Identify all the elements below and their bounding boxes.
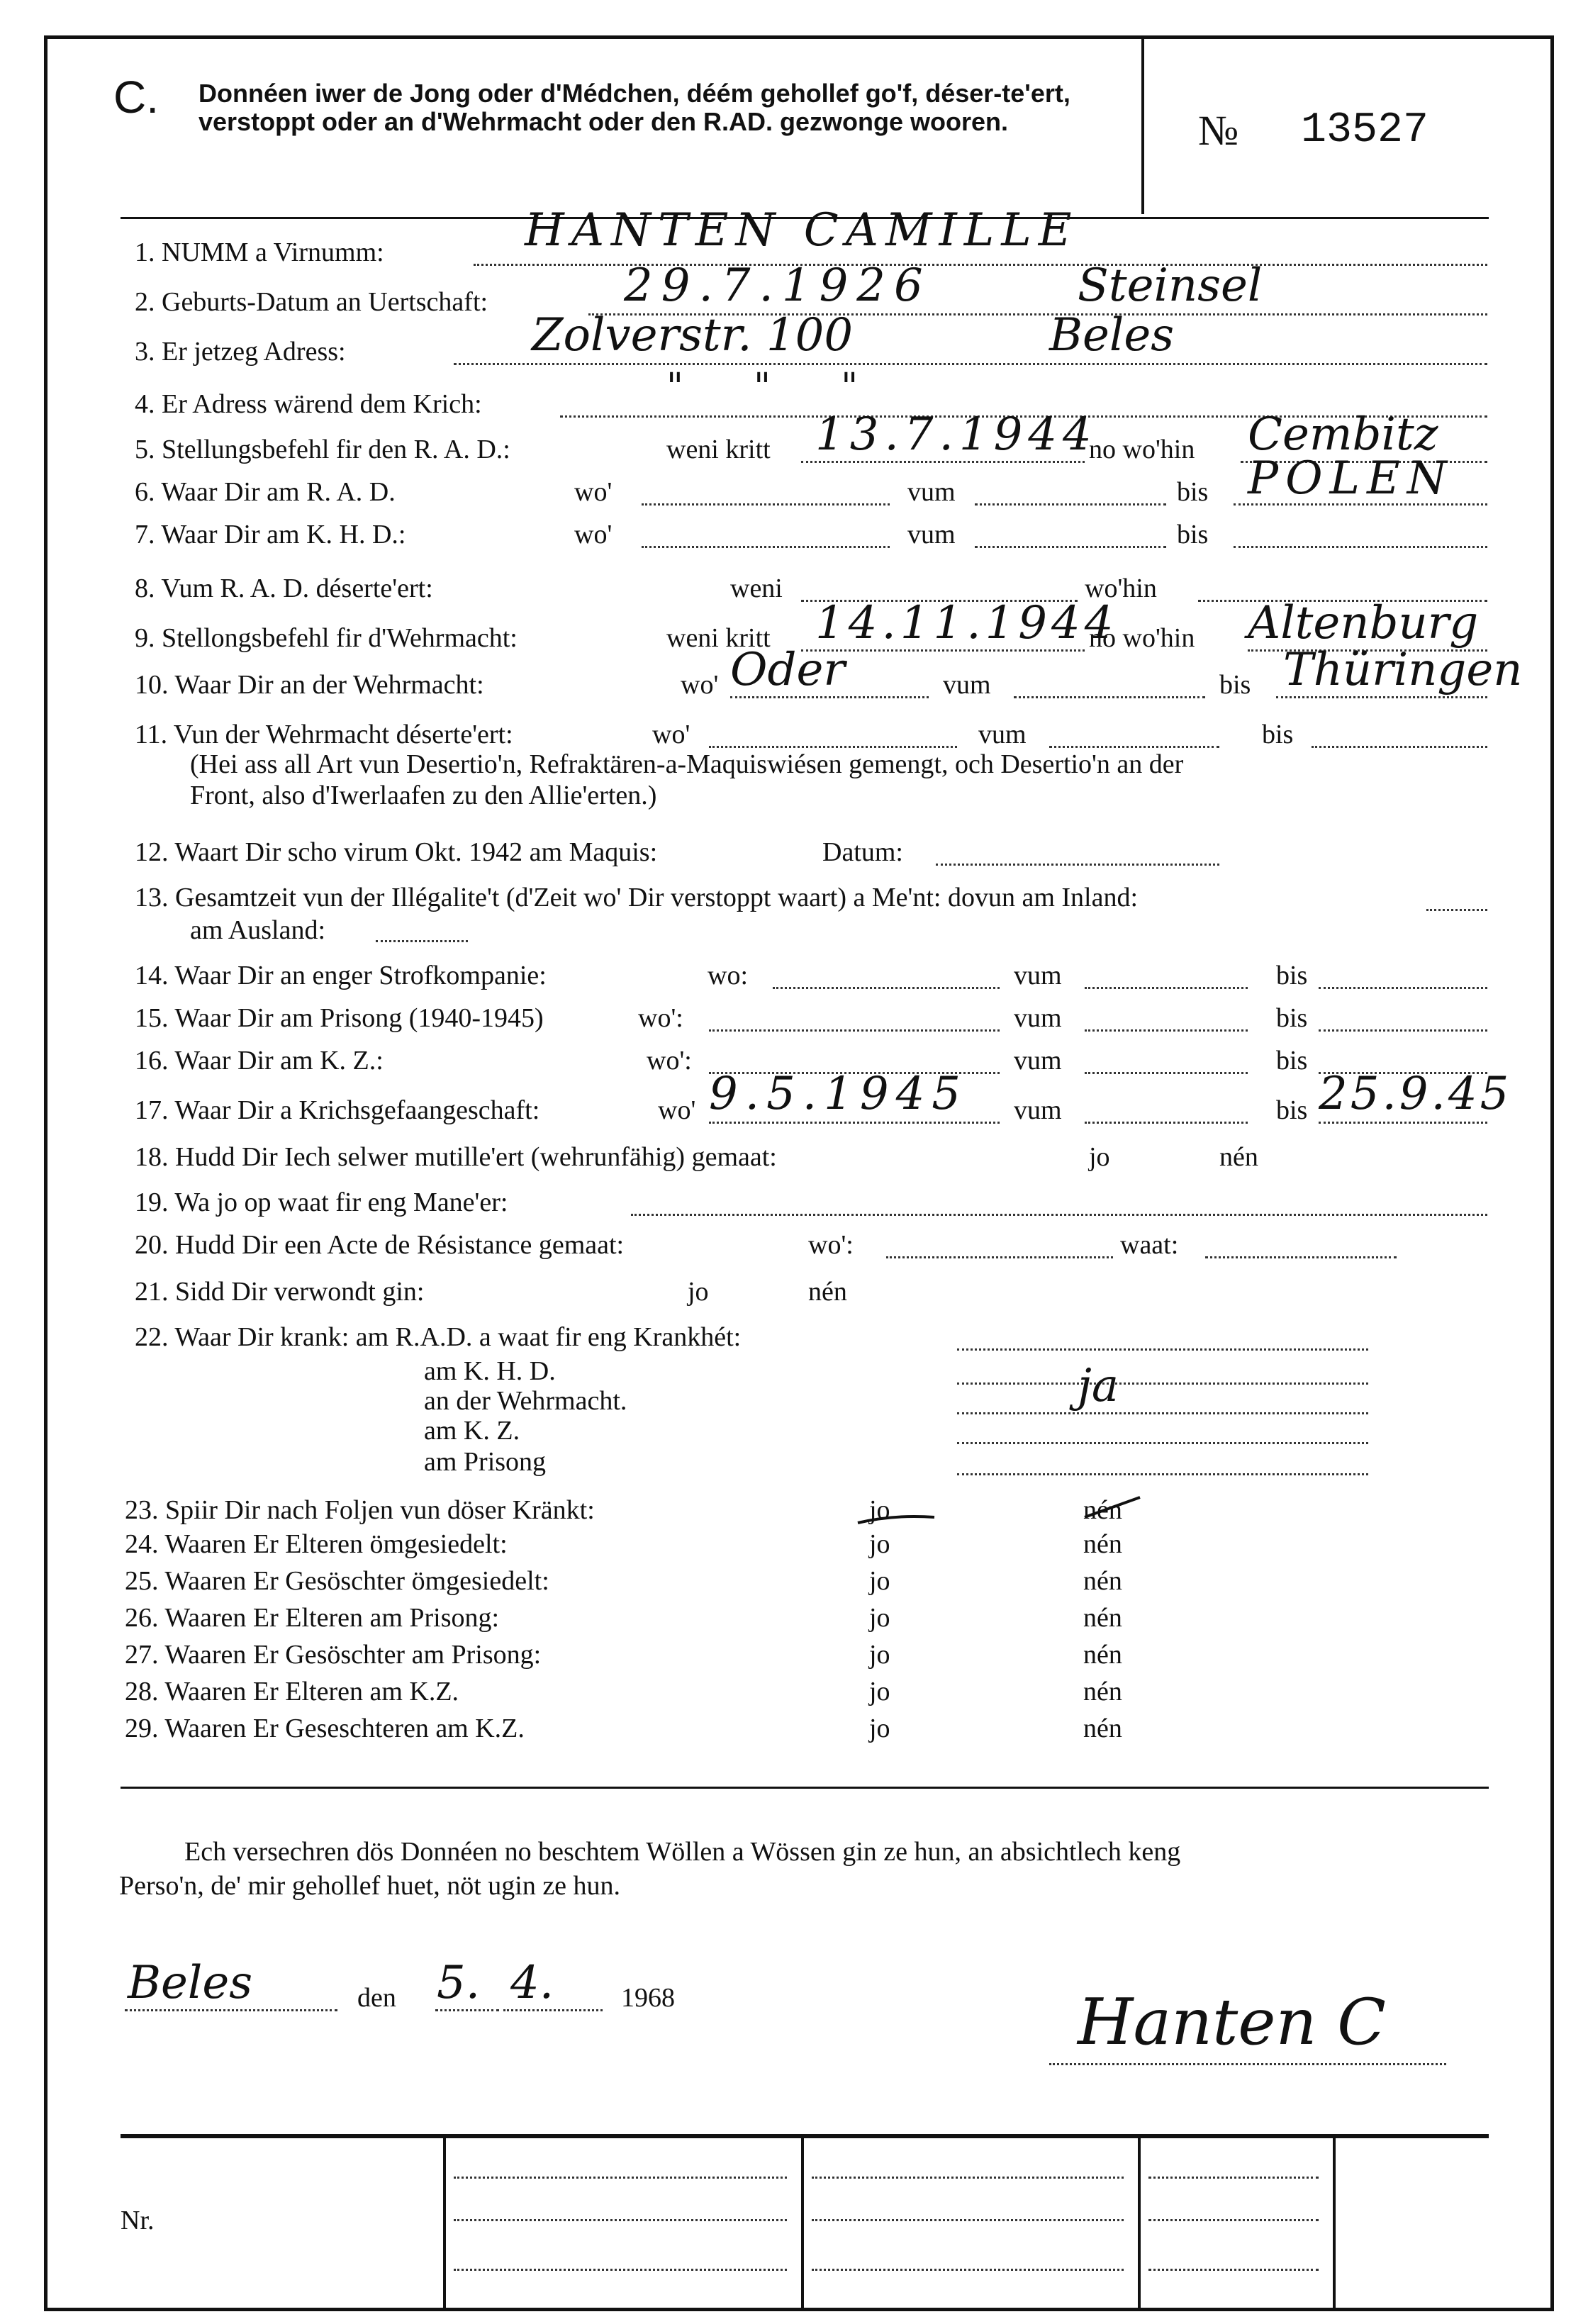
address-line: [454, 363, 1487, 365]
label-khd-bis: bis: [1177, 520, 1209, 549]
label-parents-prison: 26. Waaren Er Elteren am Prisong:: [125, 1603, 500, 1633]
label-pow-vum: vum: [1014, 1095, 1062, 1125]
manner-line: [631, 1214, 1487, 1216]
label-rad-wohin: no wo'hin: [1089, 435, 1195, 464]
label-khd-vum: vum: [907, 520, 956, 549]
label-prisong: 15. Waar Dir am Prisong (1940-1945): [135, 1003, 544, 1033]
footer-dots-5: [812, 2219, 1124, 2221]
khd-bis-line: [1234, 546, 1487, 548]
sick-wehr-line: [957, 1412, 1368, 1414]
footer-col-2: [801, 2138, 804, 2308]
footer-dots-1: [454, 2177, 787, 2179]
parents-kz-nen: nén: [1083, 1677, 1122, 1706]
wounded-jo: jo: [688, 1277, 709, 1307]
label-rad-desert-weni: weni: [730, 574, 783, 603]
parents-prison-jo: jo: [869, 1603, 890, 1633]
label-strafkompanie: 14. Waar Dir an enger Strofkompanie:: [135, 961, 547, 990]
label-parents-kz: 28. Waaren Er Elteren am K.Z.: [125, 1677, 459, 1706]
resistance-wo-line: [886, 1256, 1113, 1258]
label-kz-wo: wo':: [647, 1046, 692, 1076]
label-wehr-vum: vum: [943, 670, 991, 700]
nen-strike-mark: [1085, 1497, 1140, 1517]
footer-col-3: [1138, 2138, 1141, 2308]
label-sick-khd: am K. H. D.: [424, 1356, 556, 1386]
section-rule: [121, 1787, 1489, 1789]
wehr-wo-line: [730, 696, 929, 698]
label-khd-service: 7. Waar Dir am K. H. D.:: [135, 520, 406, 549]
hw-signature: Hanten C: [1078, 1985, 1386, 2060]
siblings-prison-nen: nén: [1083, 1640, 1122, 1670]
sign-place-line: [125, 2009, 337, 2011]
parents-prison-nen: nén: [1083, 1603, 1122, 1633]
label-wehr-weni: weni kritt: [666, 623, 771, 653]
khd-vum-line: [975, 546, 1166, 548]
label-pow-wo: wo': [658, 1095, 696, 1125]
parents-relocated-nen: nén: [1083, 1529, 1122, 1559]
label-wehr-service: 10. Waar Dir an der Wehrmacht:: [135, 670, 484, 700]
mutilated-nen: nén: [1219, 1142, 1258, 1172]
label-wehr-order: 9. Stellongsbefehl fir d'Wehrmacht:: [135, 623, 518, 653]
siblings-kz-jo: jo: [869, 1714, 890, 1743]
hw-pow-to: 25.9.45: [1319, 1068, 1512, 1120]
label-consequences: 23. Spiir Dir nach Foljen vun döser Kränkt:: [125, 1495, 595, 1525]
label-pow-bis: bis: [1276, 1095, 1308, 1125]
label-sick-prisong: am Prisong: [424, 1447, 547, 1477]
label-kz-bis: bis: [1276, 1046, 1308, 1076]
footer-col-1: [443, 2138, 446, 2308]
label-resistance-wo: wo':: [808, 1230, 854, 1260]
label-illegality: 13. Gesamtzeit vun der Illégalite't (d'Zeit wo' Dir verstoppt waart) a Me'nt: dovun am Inland:: [135, 883, 1139, 912]
label-siblings-kz: 29. Waaren Er Geseschteren am K.Z.: [125, 1714, 525, 1743]
footer-dots-6: [812, 2269, 1124, 2271]
rad-date-line: [801, 461, 1085, 463]
consequences-jo: jo: [869, 1495, 890, 1525]
label-wehr-desert: 11. Vun der Wehrmacht déserte'ert:: [135, 720, 513, 749]
hw-name: HANTEN CAMILLE: [525, 204, 1079, 257]
strafkompanie-bis-line: [1319, 987, 1487, 989]
pow-vum-line: [1085, 1122, 1248, 1124]
rad-vum-line: [975, 503, 1166, 505]
prisong-vum-line: [1085, 1029, 1248, 1032]
declaration-line-2: Perso'n, de' mir gehollef huet, nöt ugin ze hun.: [119, 1871, 621, 1901]
maquis-datum-line: [936, 864, 1219, 866]
number-sign: №: [1198, 107, 1239, 154]
label-strafkompanie-wo: wo:: [708, 961, 748, 990]
label-sick-wehr: an der Wehrmacht.: [424, 1386, 627, 1416]
footer-dots-3: [454, 2269, 787, 2271]
sign-month-line: [503, 2009, 603, 2011]
inland-line: [1426, 909, 1487, 911]
label-wehr-wohin: no wo'hin: [1089, 623, 1195, 653]
label-prisong-wo: wo':: [638, 1003, 683, 1033]
hw-address-street: Zolverstr. 100: [532, 309, 854, 362]
label-manner: 19. Wa jo op waat fir eng Mane'er:: [135, 1188, 508, 1217]
label-resistance-waat: waat:: [1120, 1230, 1179, 1260]
label-sick: 22. Waar Dir krank: am R.A.D. a waat fir eng Krankhét:: [135, 1322, 742, 1352]
hw-sign-place: Beles: [128, 1957, 253, 2009]
hw-sign-day: 5.: [437, 1957, 481, 2009]
label-sick-kz: am K. Z.: [424, 1416, 520, 1446]
form-title: Donnéen iwer de Jong oder d'Médchen, déém gehollef go'f, déser-te'ert, verstoppt oder an d'Wehrmacht oder den R.AD. gezwonge wooren.: [198, 79, 1070, 136]
wehr-desert-vum-line: [1049, 746, 1219, 748]
sign-year: 1968: [621, 1983, 675, 2013]
hw-birth-date: 29.7.1926: [624, 259, 932, 312]
label-rad-order: 5. Stellungsbefehl fir den R. A. D.:: [135, 435, 510, 464]
jo-underline-mark: [858, 1516, 934, 1523]
label-mutilated: 18. Hudd Dir Iech selwer mutille'ert (wehrunfähig) gemaat:: [135, 1142, 777, 1172]
desertion-note-2: Front, also d'Iwerlaafen zu den Allie'erten.): [190, 781, 657, 810]
wounded-nen: nén: [808, 1277, 847, 1307]
label-wehr-desert-vum: vum: [978, 720, 1027, 749]
label-wehr-desert-wo: wo': [652, 720, 690, 749]
label-wehr-bis: bis: [1219, 670, 1251, 700]
parents-kz-jo: jo: [869, 1677, 890, 1706]
sick-rad-line: [957, 1348, 1368, 1351]
wehr-bis-line: [1276, 696, 1487, 698]
kz-vum-line: [1085, 1072, 1248, 1074]
footer-dots-8: [1148, 2219, 1319, 2221]
label-rad-desert: 8. Vum R. A. D. déserte'ert:: [135, 574, 433, 603]
signature-line: [1049, 2063, 1446, 2065]
label-prisong-vum: vum: [1014, 1003, 1062, 1033]
label-rad-desert-wohin: wo'hin: [1085, 574, 1157, 603]
strafkompanie-wo-line: [773, 987, 1000, 989]
pow-wo-line: [709, 1122, 1000, 1124]
hw-wehr-place: Altenburg: [1248, 597, 1479, 649]
hw-rad-date: 13.7.1944: [815, 408, 1097, 461]
hw-sick-wehr: ja: [1078, 1360, 1119, 1412]
wehr-vum-line: [1014, 696, 1205, 698]
consequences-nen: nén: [1083, 1495, 1122, 1525]
label-ausland: am Ausland:: [190, 915, 326, 945]
label-rad-wo: wo': [574, 477, 613, 507]
label-khd-wo: wo': [574, 520, 613, 549]
label-den: den: [357, 1983, 396, 2013]
label-wounded: 21. Sidd Dir verwondt gin:: [135, 1277, 425, 1307]
label-siblings-prison: 27. Waaren Er Gesöschter am Prisong:: [125, 1640, 542, 1670]
sick-prisong-line: [957, 1473, 1368, 1475]
section-letter: C.: [113, 72, 159, 123]
sign-day-line: [435, 2009, 499, 2011]
form-number: 13527: [1301, 106, 1429, 155]
sick-kz-line: [957, 1442, 1368, 1444]
label-name: 1. NUMM a Virnumm:: [135, 238, 384, 267]
footer-nr-label: Nr.: [121, 2206, 155, 2235]
hw-sign-month: 4.: [510, 1957, 554, 2009]
prisong-wo-line: [709, 1029, 1000, 1032]
header-divider: [1141, 37, 1144, 214]
pow-bis-line: [1319, 1122, 1487, 1124]
siblings-kz-nen: nén: [1083, 1714, 1122, 1743]
prisong-bis-line: [1319, 1029, 1487, 1032]
wehr-desert-bis-line: [1312, 746, 1487, 748]
footer-top-rule: [121, 2134, 1489, 2138]
ausland-line: [376, 940, 468, 942]
hw-wehr-wo: Oder: [730, 644, 845, 696]
label-war-address: 4. Er Adress wärend dem Krich:: [135, 389, 482, 419]
label-siblings-relocated: 25. Waaren Er Gesöschter ömgesiedelt:: [125, 1566, 549, 1596]
strafkompanie-vum-line: [1085, 987, 1248, 989]
siblings-relocated-nen: nén: [1083, 1566, 1122, 1596]
siblings-prison-jo: jo: [869, 1640, 890, 1670]
siblings-relocated-jo: jo: [869, 1566, 890, 1596]
label-resistance: 20. Hudd Dir een Acte de Résistance gemaat:: [135, 1230, 625, 1260]
hw-war-address: " " ": [666, 366, 859, 408]
wehr-desert-wo-line: [709, 746, 957, 748]
label-rad-bis: bis: [1177, 477, 1209, 507]
mutilated-jo: jo: [1089, 1142, 1110, 1172]
rad-wo-line: [642, 503, 890, 505]
hw-pow-from: 9.5.1945: [709, 1068, 968, 1120]
footer-col-4: [1333, 2138, 1336, 2308]
label-kz: 16. Waar Dir am K. Z.:: [135, 1046, 384, 1076]
hw-address-city: Beles: [1049, 309, 1175, 362]
desertion-note-1: (Hei ass all Art vun Desertio'n, Refraktären-a-Maquiswiésen gemengt, och Desertio'n an der: [190, 749, 1184, 779]
label-maquis: 12. Waart Dir scho virum Okt. 1942 am Maquis:: [135, 837, 658, 867]
khd-wo-line: [642, 546, 890, 548]
label-pow: 17. Waar Dir a Krichsgefaangeschaft:: [135, 1095, 540, 1125]
declaration-line-1: Ech versechren dös Donnéen no beschtem Wöllen a Wössen gin ze hun, an absichtlech keng: [184, 1837, 1181, 1867]
label-kz-vum: vum: [1014, 1046, 1062, 1076]
label-strafkompanie-bis: bis: [1276, 961, 1308, 990]
label-wehr-wo: wo': [681, 670, 719, 700]
hw-rad-bis: POLEN: [1248, 452, 1454, 505]
hw-wehr-date: 14.11.1944: [815, 597, 1118, 649]
parents-relocated-jo: jo: [869, 1529, 890, 1559]
footer-dots-4: [812, 2177, 1124, 2179]
label-prisong-bis: bis: [1276, 1003, 1308, 1033]
footer-dots-9: [1148, 2269, 1319, 2271]
hw-wehr-bis: Thüringen: [1283, 644, 1523, 696]
label-maquis-datum: Datum:: [822, 837, 903, 867]
sick-khd-line: [957, 1382, 1368, 1385]
label-address: 3. Er jetzeg Adress:: [135, 337, 346, 367]
label-rad-weni: weni kritt: [666, 435, 771, 464]
footer-dots-2: [454, 2219, 787, 2221]
resistance-waat-line: [1205, 1256, 1397, 1258]
label-parents-relocated: 24. Waaren Er Elteren ömgesiedelt:: [125, 1529, 508, 1559]
footer-dots-7: [1148, 2177, 1319, 2179]
label-rad-vum: vum: [907, 477, 956, 507]
label-wehr-desert-bis: bis: [1262, 720, 1294, 749]
label-birth: 2. Geburts-Datum an Uertschaft:: [135, 287, 488, 317]
hw-birth-place: Steinsel: [1078, 259, 1263, 312]
hw-rad-place: Cembitz: [1248, 408, 1438, 461]
label-rad-service: 6. Waar Dir am R. A. D.: [135, 477, 396, 507]
label-strafkompanie-vum: vum: [1014, 961, 1062, 990]
